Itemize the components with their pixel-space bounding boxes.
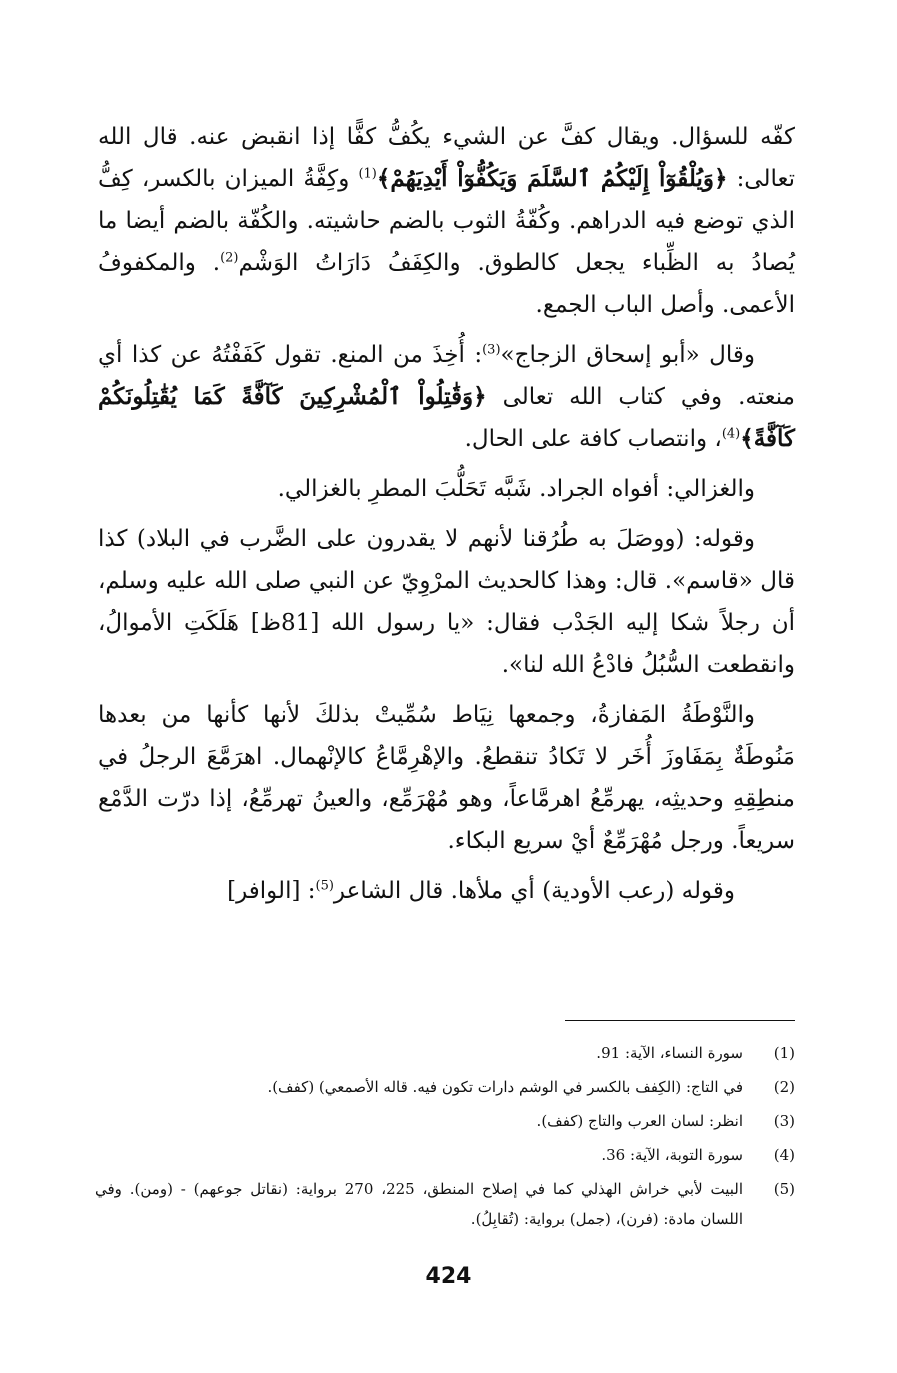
paragraph-1	[98, 116, 795, 326]
footnote-text: البيت لأبي خراش الهذلي كما في إصلاح المنطق، 225، 270 برواية: (نقاتل جوعهم) - (ومن). وفي اللسان مادة: (فرن)، (جمل) برواية: (تُقابِلُ).	[95, 1180, 743, 1228]
footnote-number: (2)	[773, 1078, 795, 1096]
footnote-4	[95, 1140, 795, 1170]
paragraph-5: والنَّوْطَةُ المَفازةُ، وجمعها نِيَاط سُمِّيتْ بذلكَ لأنها كأنها من بعدها مَنُوطَةٌ بِمَفَاوزَ أُخَر لا تَكادُ تنقطعُ. والإهْرِمَّاعُ كالإنْهمال. اهرَمَّعَ الرجلُ في منطِقِهِ وحديثِه، يهرمِّعُ اهرمَّاعاً، وهو مُهْرَمِّع، والعينُ تهرمِّعُ، إذا درّت الدَّمْع سريعاً. ورجل مُهْرَمِّعٌ أيْ سريع البكاء.	[98, 702, 795, 854]
footnote-3	[95, 1106, 795, 1136]
paragraph-6	[98, 870, 795, 912]
paragraph-3: والغزالي: أفواه الجراد. شَبَّه تَحَلُّبَ المطرِ بالغزالي.	[277, 476, 755, 502]
footnote-ref-4[interactable]: (4)	[721, 426, 741, 442]
paragraph-6-line-1: وقوله (رعب الأودية) أي ملأها. قال الشاعر	[333, 878, 735, 904]
footnote-number: (4)	[773, 1146, 795, 1164]
footnote-number: (1)	[773, 1044, 795, 1062]
footnote-ref-2[interactable]: (2)	[220, 250, 239, 266]
footnote-text: سورة النساء، الآية: 91.	[596, 1044, 743, 1062]
main-text	[98, 116, 795, 920]
paragraph-1-line-2: وكِفَّةُ الميزان بالكسر، كِفُّ الذي توضع فيه الدراهم. وكُفّةُ الثوب بالضم حاشيته. والكُفّة بالضم أيضا ما يُصادُ به الظِّباء يجعل كالطوق. والكِفَفُ دَارَاتُ الوَشْم	[98, 166, 795, 276]
footnote-ref-5[interactable]: (5)	[315, 878, 334, 894]
paragraph-2	[98, 334, 795, 460]
footnote-divider	[565, 1020, 795, 1021]
page-number: 424	[425, 1264, 472, 1289]
footnote-text: انظر: لسان العرب والتاج (كفف).	[536, 1112, 743, 1130]
footnote-number: (5)	[773, 1180, 795, 1198]
footnote-ref-3[interactable]: (3)	[482, 342, 501, 358]
paragraph-2-line-3: ، وانتصاب كافة على الحال.	[464, 426, 722, 452]
paragraph-2-line-2: : أُخِذَ من المنع. تقول كَفَفْتُهُ عن كذا أي منعته. وفي كتاب الله تعالى	[98, 342, 796, 410]
paragraph-1-line-3: . والمكفوفُ الأعمى. وأصل الباب الجمع.	[98, 250, 795, 318]
paragraph-2-line-1: وقال «أبو إسحاق الزجاج»	[500, 342, 756, 368]
footnote-ref-1[interactable]: (1)	[358, 166, 377, 182]
quran-verse-2: ﴿وَقَٰتِلُواْ ٱلْمُشْرِكِينَ كَآفَّةً كَمَا يُقَٰتِلُونَكُمْ كَآفَّةً﴾	[98, 383, 795, 452]
paragraph-1-line-1: كفّه للسؤال. ويقال كفَّ عن الشيء يكُفُّ كفًّا إذا انقبض عنه. قال الله تعالى:	[98, 124, 795, 192]
footnote-number: (3)	[773, 1112, 795, 1130]
paragraph-6-line-2: : [الوافر]	[227, 878, 316, 904]
footnote-1	[95, 1038, 795, 1068]
paragraph-4: وقوله: (ووصَلَ به طُرُقنا لأنهم لا يقدرون على الضَّرب في البلاد) كذا قال «قاسم». قال: وهذا كالحديث المرْوِيّ عن النبي صلى الله عليه وسلم، أن رجلاً شكا إليه الجَدْب فقال: «يا رسول الله [81ظ] هَلَكَتِ الأموالُ، وانقطعت السُّبُلُ فادْعُ الله لنا».	[98, 526, 795, 678]
footnote-2	[95, 1072, 795, 1102]
footnote-5	[95, 1174, 795, 1234]
quran-verse-1: ﴿وَيُلْقُوٓاْ إِلَيْكُمُ ٱلسَّلَمَ وَيَكُفُّوٓاْ أَيْدِيَهُمْ﴾	[376, 165, 728, 192]
footnote-text: سورة التوبة، الآية: 36.	[601, 1146, 743, 1164]
footnote-text: في التاج: (الكِفف بالكسر في الوشم دارات تكون فيه. قاله الأصمعي) (كفف).	[267, 1078, 743, 1096]
footnotes	[95, 1038, 795, 1238]
